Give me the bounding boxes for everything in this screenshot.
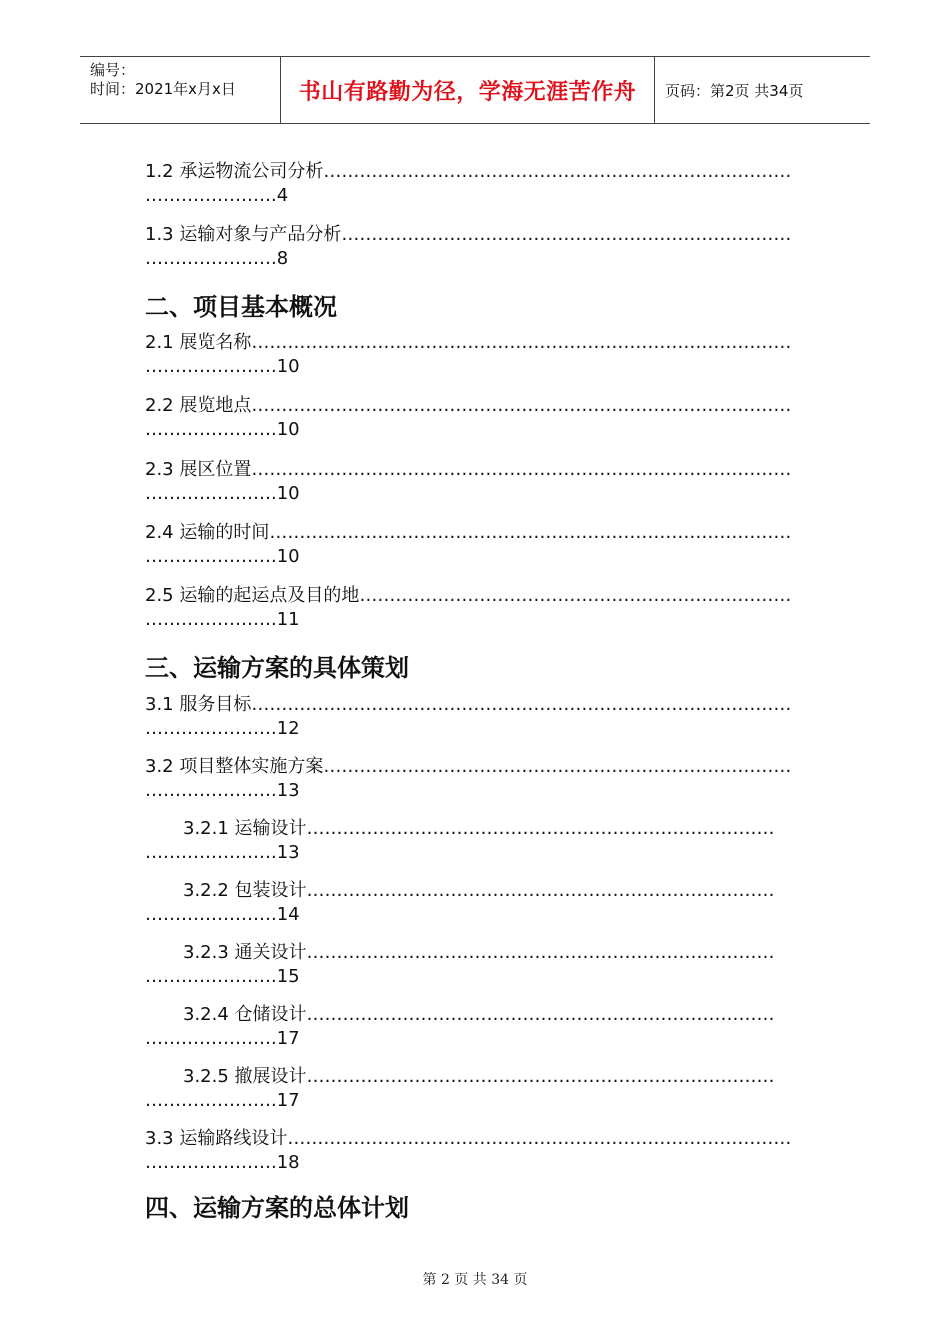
toc-leader-dots: …………………………………………………………………………… [269,522,792,543]
toc-leader-dots: ………………… [145,718,271,739]
toc-page-number: .10 [271,546,300,567]
toc-leader-dots: ………………………………………………………………………… [287,1128,792,1149]
toc-leader-dots: …………………………………………………………………… [323,161,792,182]
toc-entry[interactable] [145,458,791,506]
toc-entry-title: 3.2 项目整体实施方案 [145,756,324,777]
toc-leader-dots: ………………… [145,966,271,987]
toc-leader-dots: …………………………………………………………………… [306,818,775,839]
toc-leader-dots: ………………………………………………………………… [341,224,792,245]
toc-leader-dots: ………………… [145,248,271,269]
toc-entry[interactable] [145,160,791,208]
toc-page-number: .11 [271,609,300,630]
toc-entry-title: 3.3 运输路线设计 [145,1128,288,1149]
toc-entry[interactable] [145,817,775,865]
toc-leader-dots: ………………… [145,780,271,801]
toc-entry-title: 2.3 展区位置 [145,459,252,480]
toc-leader-dots: ……………………………………………………………………………… [251,694,792,715]
toc-leader-dots: ……………………………………………………………………………… [251,395,792,416]
toc-page-number: .10 [271,419,300,440]
toc-entry[interactable] [145,394,791,442]
toc-page-number: .15 [271,966,300,987]
header-page-info: 页码：第2页 共34页 [665,81,804,100]
toc-leader-dots: ………………… [145,1090,271,1111]
toc-leader-dots: ……………………………………………………………………………… [251,459,792,480]
toc-leader-dots: ………………… [145,1152,271,1173]
toc-page-number: .13 [271,780,300,801]
toc-entry[interactable] [145,1065,775,1113]
toc-leader-dots: ………………… [145,609,271,630]
toc-entry[interactable] [145,1127,791,1175]
toc-entry[interactable] [145,941,775,989]
toc-leader-dots: …………………………………………………………………… [323,756,792,777]
toc-leader-dots: ………………… [145,842,271,863]
toc-leader-dots: ………………… [145,185,271,206]
toc-leader-dots: ………………… [145,1028,271,1049]
toc-leader-dots: …………………………………………………………………… [306,1004,775,1025]
toc-entry-title: 1.3 运输对象与产品分析 [145,224,342,245]
toc-page-number: .13 [271,842,300,863]
document-number-label: 编号： [90,61,136,79]
toc-section-heading: 四、运输方案的总体计划 [145,1194,409,1222]
toc-leader-dots: ……………………………………………………………… [359,585,792,606]
toc-entry-title: 3.2.1 运输设计 [183,818,307,839]
toc-entry-title: 3.2.5 撤展设计 [183,1066,307,1087]
toc-leader-dots: ………………… [145,419,271,440]
toc-entry-title: 3.2.4 仓储设计 [183,1004,307,1025]
page-footer: 第 2 页 共 34 页 [422,1272,528,1288]
toc-entry-title: 3.2.2 包装设计 [183,880,307,901]
toc-page-number: .17 [271,1090,300,1111]
toc-entry[interactable] [145,331,791,379]
toc-entry-title: 2.1 展览名称 [145,332,252,353]
toc-entry-title: 2.5 运输的起运点及目的地 [145,585,360,606]
toc-entry[interactable] [145,584,791,632]
toc-entry[interactable] [145,223,791,271]
toc-leader-dots: ………………… [145,483,271,504]
toc-page-number: .18 [271,1152,300,1173]
toc-section-heading: 二、项目基本概况 [145,293,337,321]
toc-page-number: .4 [271,185,289,206]
toc-page-number: .10 [271,483,300,504]
header-motto: 书山有路勤为径，学海无涯苦作舟 [281,57,655,123]
toc-entry-title: 3.1 服务目标 [145,694,252,715]
toc-entry[interactable] [145,755,791,803]
toc-leader-dots: ………………… [145,904,271,925]
toc-leader-dots: …………………………………………………………………… [306,942,775,963]
toc-entry-title: 1.2 承运物流公司分析 [145,161,324,182]
toc-page-number: .12 [271,718,300,739]
toc-leader-dots: …………………………………………………………………… [306,1066,775,1087]
document-date-label: 时间：2021年x月x日 [90,80,236,98]
toc-page-number: .17 [271,1028,300,1049]
toc-leader-dots: ………………… [145,356,271,377]
toc-entry[interactable] [145,879,775,927]
page-header [80,56,870,124]
toc-entry-title: 3.2.3 通关设计 [183,942,307,963]
header-meta [80,57,281,123]
toc-leader-dots: ……………………………………………………………………………… [251,332,792,353]
toc-page-number: .14 [271,904,300,925]
toc-entry[interactable] [145,693,791,741]
toc-page-number: .10 [271,356,300,377]
toc-leader-dots: ………………… [145,546,271,567]
toc-entry[interactable] [145,521,791,569]
toc-entry-title: 2.4 运输的时间 [145,522,270,543]
toc-entry[interactable] [145,1003,775,1051]
toc-section-heading: 三、运输方案的具体策划 [145,654,409,682]
toc-leader-dots: …………………………………………………………………… [306,880,775,901]
toc-page-number: .8 [271,248,289,269]
toc-entry-title: 2.2 展览地点 [145,395,252,416]
